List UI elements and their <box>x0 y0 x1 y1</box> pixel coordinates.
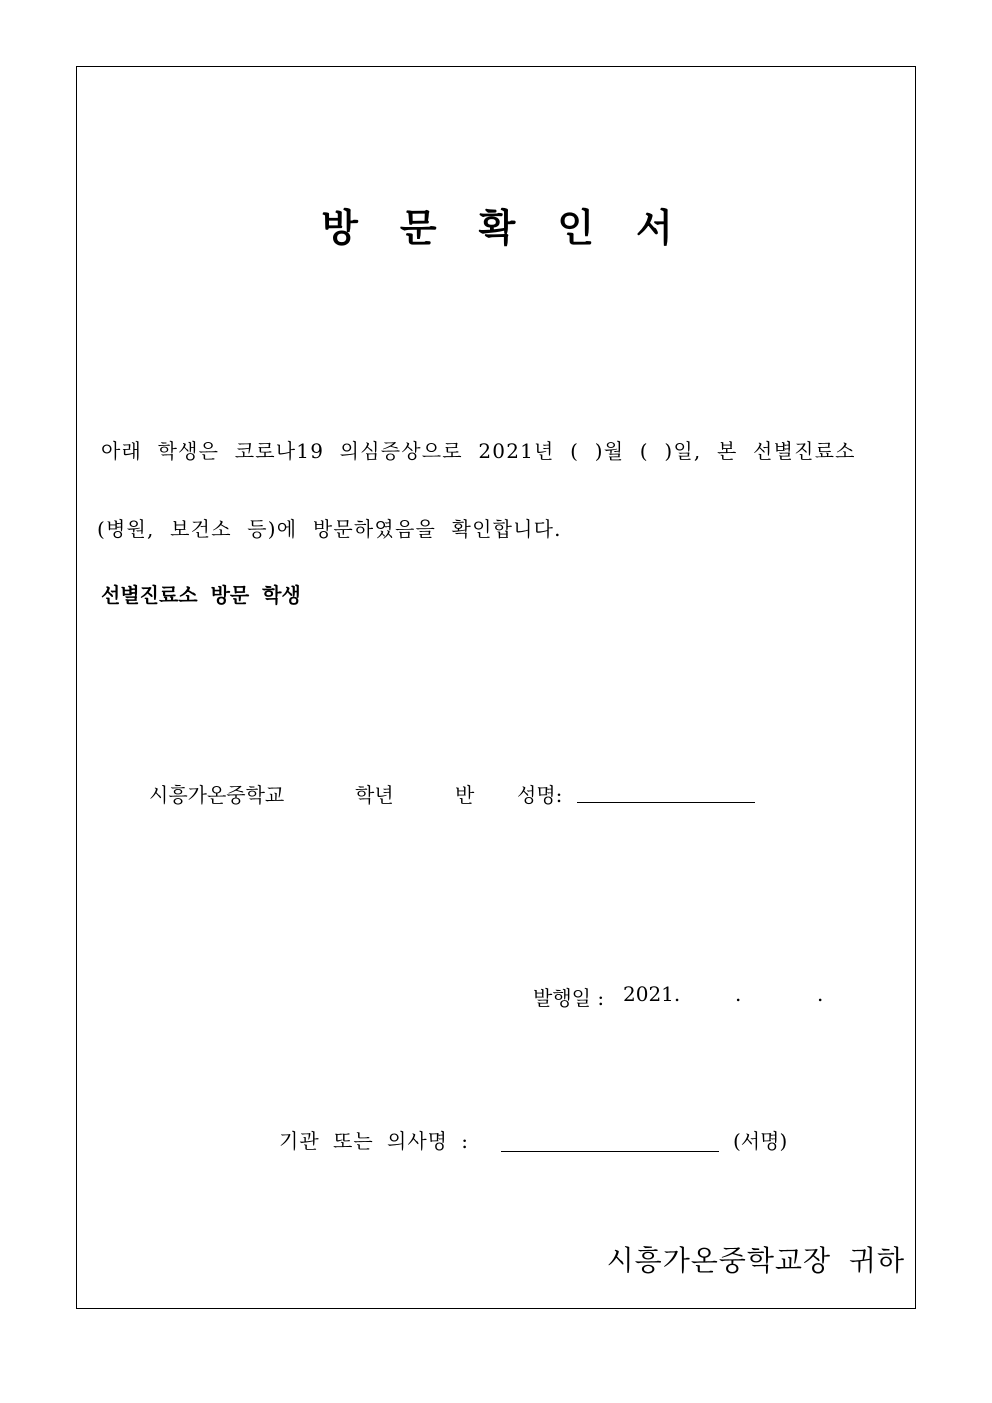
issue-date-year: 2021. <box>623 982 681 1006</box>
student-section-heading: 선별진료소 방문 학생 <box>101 583 301 607</box>
signature-label: (서명) <box>733 1129 788 1153</box>
addressee: 시흥가온중학교장 귀하 <box>606 1244 905 1277</box>
institution-signature-blank[interactable] <box>501 1151 719 1152</box>
student-name-blank[interactable] <box>577 802 755 803</box>
grade-label: 학년 <box>355 783 394 807</box>
student-name-label: 성명: <box>517 783 563 807</box>
document-title: 방문확인서 <box>321 205 715 250</box>
confirmation-text-line-2: (병원, 보건소 등)에 방문하였음을 확인합니다. <box>97 517 562 541</box>
issue-date-label: 발행일 : <box>533 986 605 1010</box>
issue-date-day-dot: . <box>817 982 824 1006</box>
document-frame <box>76 66 916 1309</box>
confirmation-text-line-1: 아래 학생은 코로나19 의심증상으로 2021년 ( )월 ( )일, 본 선별진료소 <box>101 439 856 463</box>
school-name: 시흥가온중학교 <box>149 783 285 807</box>
class-label: 반 <box>455 783 475 807</box>
institution-label: 기관 또는 의사명 : <box>279 1129 470 1153</box>
issue-date-month-dot: . <box>735 982 742 1006</box>
